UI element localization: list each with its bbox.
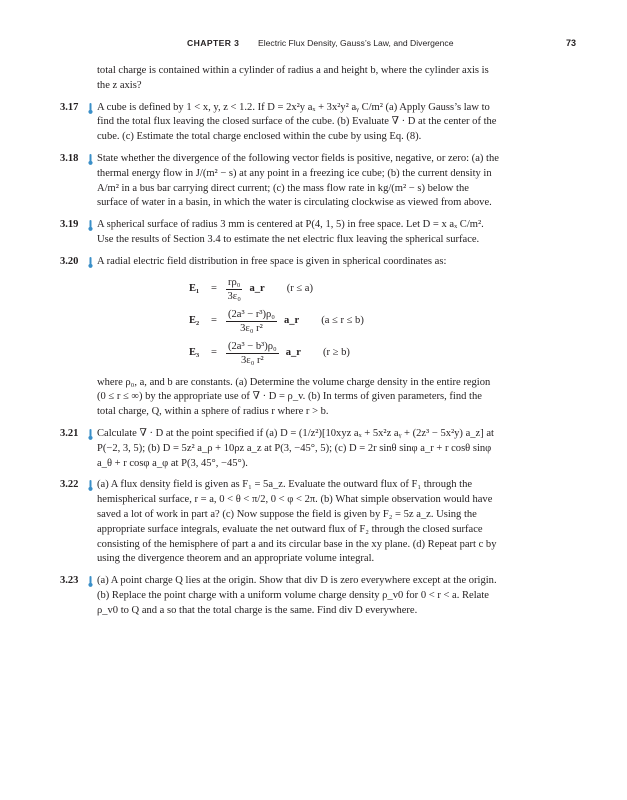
equation-e1 bbox=[189, 274, 500, 306]
fraction bbox=[226, 308, 277, 335]
thermometer-icon bbox=[88, 429, 93, 440]
thermometer-icon bbox=[88, 480, 93, 491]
equation-lhs: E₁ bbox=[189, 283, 200, 295]
equals-sign: = bbox=[211, 283, 217, 295]
fraction bbox=[226, 340, 279, 367]
problem-number: 3.21 bbox=[60, 427, 79, 439]
numerator: rρ₀ bbox=[228, 277, 241, 289]
problem-number: 3.17 bbox=[60, 101, 79, 113]
problem-text: A radial electric field distribution in free space is given in spherical coordinates as: bbox=[97, 255, 447, 267]
thermometer-icon bbox=[88, 257, 93, 268]
problem-3-19 bbox=[60, 218, 500, 248]
problem-number: 3.22 bbox=[60, 479, 79, 491]
denominator: 3ε₀ r² bbox=[241, 355, 264, 367]
chapter-title: Electric Flux Density, Gauss’s Law, and Divergence bbox=[258, 38, 454, 48]
problem-number: 3.18 bbox=[60, 152, 79, 164]
equals-sign: = bbox=[211, 347, 217, 359]
chapter-label: CHAPTER 3 bbox=[187, 38, 240, 48]
problem-3-17 bbox=[60, 101, 500, 145]
equation-e3 bbox=[189, 338, 500, 370]
region-condition: (a ≤ r ≤ b) bbox=[321, 315, 364, 327]
unit-vector: a_r bbox=[249, 283, 265, 295]
fraction bbox=[226, 276, 242, 303]
equation-block bbox=[189, 274, 500, 370]
page-body bbox=[60, 64, 500, 626]
equation-e2 bbox=[189, 306, 500, 338]
problem-3-21 bbox=[60, 427, 500, 471]
running-header bbox=[0, 38, 627, 52]
problem-3-20 bbox=[60, 255, 500, 420]
problem-3-18 bbox=[60, 152, 500, 211]
problem-number: 3.23 bbox=[60, 575, 79, 587]
problem-number: 3.19 bbox=[60, 219, 79, 231]
problem-text-continued: where ρ₀, a, and b are constants. (a) Determine the volume charge density in the entire region (0 ≤ r ≤ ∞) by the appropriate use of ∇ · D = ρ_v. (b) In terms of given parameters, find the total charge, Q, within a sphere of radius r where r > b. bbox=[97, 376, 491, 418]
problem-3-23 bbox=[60, 574, 500, 618]
problem-3-22 bbox=[60, 478, 500, 567]
denominator: 3ε₀ bbox=[227, 291, 241, 303]
problem-text: State whether the divergence of the following vector fields is positive, negative, or zero: (a) the thermal energy flow in J/(m² − s) at any point in a freezing ice cube; (b) the current density in A/m² in a bus bar carrying direct current; (c) the mass flow rate in kg/(m² − s) below the surface of water in a basin, in which the water is circulating clockwise as viewed from above. bbox=[97, 152, 499, 209]
equation-lhs: E₂ bbox=[189, 315, 200, 327]
denominator: 3ε₀ r² bbox=[240, 323, 263, 335]
problem-text: (a) A point charge Q lies at the origin. Show that div D is zero everywhere except at the origin. (b) Replace the point charge with a uniform volume charge density ρ_v0 for 0 < r < a. Relate ρ_v0 to Q and a so that the total charge is the same. Find div D everywhere. bbox=[97, 575, 497, 616]
problem-number: 3.20 bbox=[60, 255, 79, 267]
equals-sign: = bbox=[211, 315, 217, 327]
continuation-text: total charge is contained within a cylinder of radius a and height b, where the cylinder axis is the z axis? bbox=[97, 65, 489, 91]
problem-text: A spherical surface of radius 3 mm is centered at P(4, 1, 5) in free space. Let D = x aₓ C/m². Use the results of Section 3.4 to estimate the net electric flux leaving the spherical surface. bbox=[97, 219, 484, 245]
problem-text: Calculate ∇ · D at the point specified if (a) D = (1/z²)[10xyz aₓ + 5x²z aᵧ + (2z³ − 5x²y) a_z] at P(−2, 3, 5); (b) D = 5z² a_ρ + 10ρz a_z at P(3, −45°, 5); (c) D = 2r sinθ sinφ a_r + r cosθ sinφ a_θ + r cosφ a_φ at P(3, 45°, −45°). bbox=[97, 427, 494, 469]
region-condition: (r ≥ b) bbox=[322, 347, 350, 359]
thermometer-icon bbox=[88, 154, 93, 165]
problem-text: A cube is defined by 1 < x, y, z < 1.2. If D = 2x²y aₓ + 3x²y² aᵧ C/m² (a) Apply Gauss’s law to find the total flux leaving the closed surface of the cube. (b) Evaluate ∇ · D at the center of the cube. (c) Estimate the total charge enclosed within the cube by using Eq. (8). bbox=[97, 101, 497, 143]
numerator: (2a³ − r³)ρ₀ bbox=[228, 309, 275, 321]
region-condition: (r ≤ a) bbox=[286, 283, 313, 295]
numerator: (2a³ − b³)ρ₀ bbox=[228, 341, 277, 353]
thermometer-icon bbox=[88, 576, 93, 587]
equation-lhs: E₃ bbox=[189, 347, 200, 359]
thermometer-icon bbox=[88, 103, 93, 114]
page-number: 73 bbox=[566, 38, 577, 48]
problem-text: (a) A flux density field is given as F₁ = 5a_z. Evaluate the outward flux of F₁ through the hemispherical surface, r = a, 0 < θ < π/2, 0 < φ < 2π. (b) What simple observation would have saved a lot of work in part a? (c) Now suppose the field is given by F₂ = 5z a_z. Using the appropriate surface integrals, evaluate the net outward flux of F₂ through the closed surface consisting of the hemisphere of part a and its circular base in the xy plane. (d) Repeat part c by using the divergence theorem and an appropriate volume integral. bbox=[97, 479, 497, 565]
unit-vector: a_r bbox=[283, 315, 300, 327]
unit-vector: a_r bbox=[285, 347, 301, 359]
thermometer-icon bbox=[88, 220, 93, 231]
